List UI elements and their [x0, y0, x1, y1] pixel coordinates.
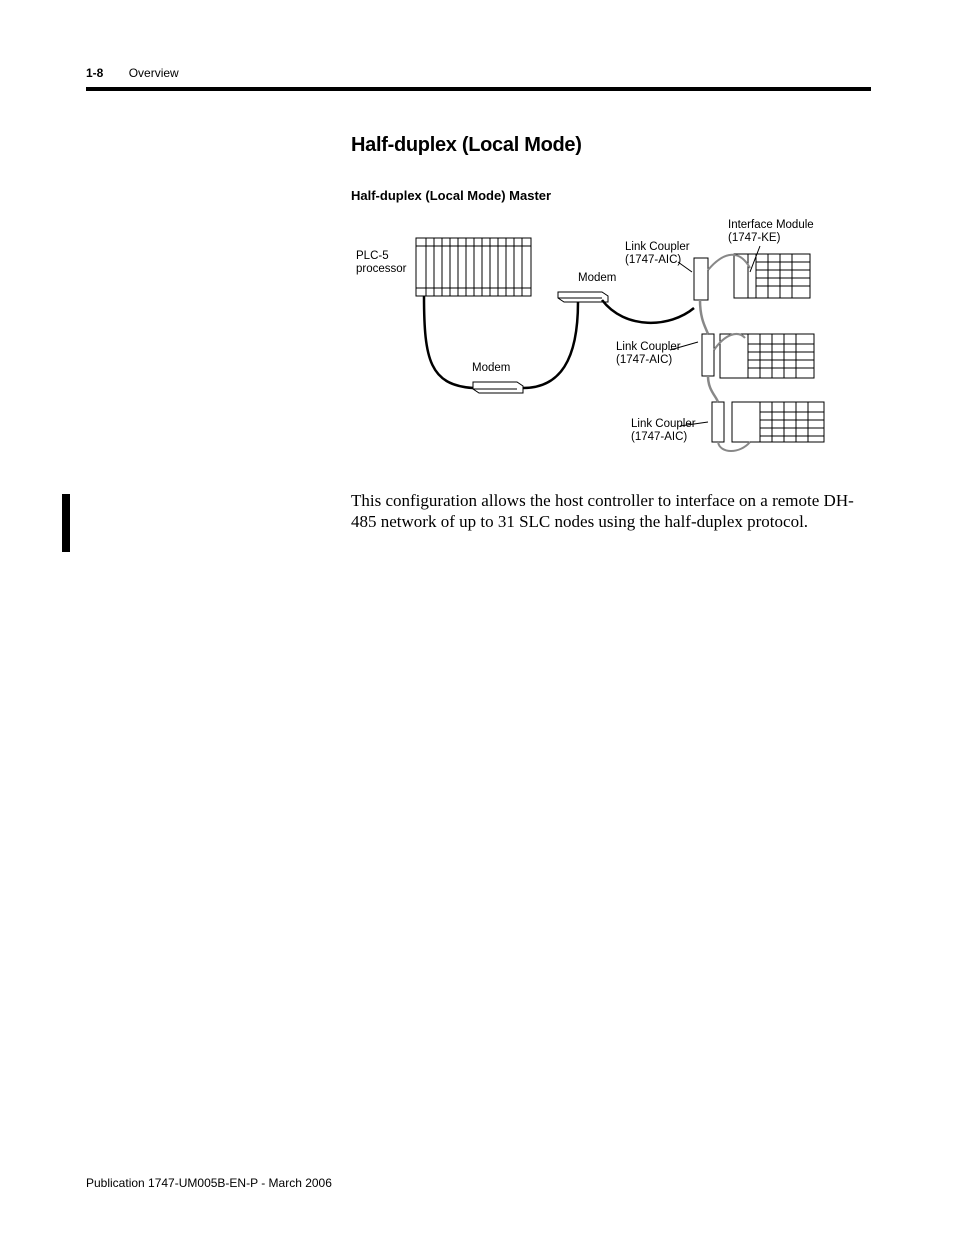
coupler-3-label: Link Coupler (1747-AIC) [631, 418, 696, 443]
plc5-label: PLC-5 processor [356, 250, 407, 275]
coupler-1-label: Link Coupler (1747-AIC) [625, 241, 690, 266]
network-diagram [340, 210, 840, 460]
header-rule [86, 87, 871, 91]
diagram-drawing [340, 210, 840, 460]
body-paragraph: This configuration allows the host controller to interface on a remote DH-485 network of up to 31 SLC nodes using the half-duplex protocol. [351, 491, 854, 531]
coupler-2-label: Link Coupler (1747-AIC) [616, 341, 681, 366]
modem-top [558, 292, 608, 302]
page-number: 1-8 [86, 66, 104, 80]
link-coupler-2 [702, 334, 714, 376]
figure-caption: Half-duplex (Local Mode) Master [351, 188, 552, 203]
slc-chassis-2 [748, 334, 814, 378]
modem-bottom [473, 382, 523, 393]
running-header [86, 66, 179, 80]
modem-top-label: Modem [578, 272, 617, 284]
interface-module-label: Interface Module (1747-KE) [728, 219, 814, 244]
publication-footer: Publication 1747-UM005B-EN-P - March 2006 [86, 1176, 332, 1190]
section-heading: Half-duplex (Local Mode) [351, 134, 582, 156]
modem-bottom-label: Modem [472, 362, 511, 374]
link-coupler-1 [694, 258, 708, 300]
section-name: Overview [128, 66, 179, 80]
link-coupler-3 [712, 402, 724, 442]
change-bar [62, 494, 70, 552]
